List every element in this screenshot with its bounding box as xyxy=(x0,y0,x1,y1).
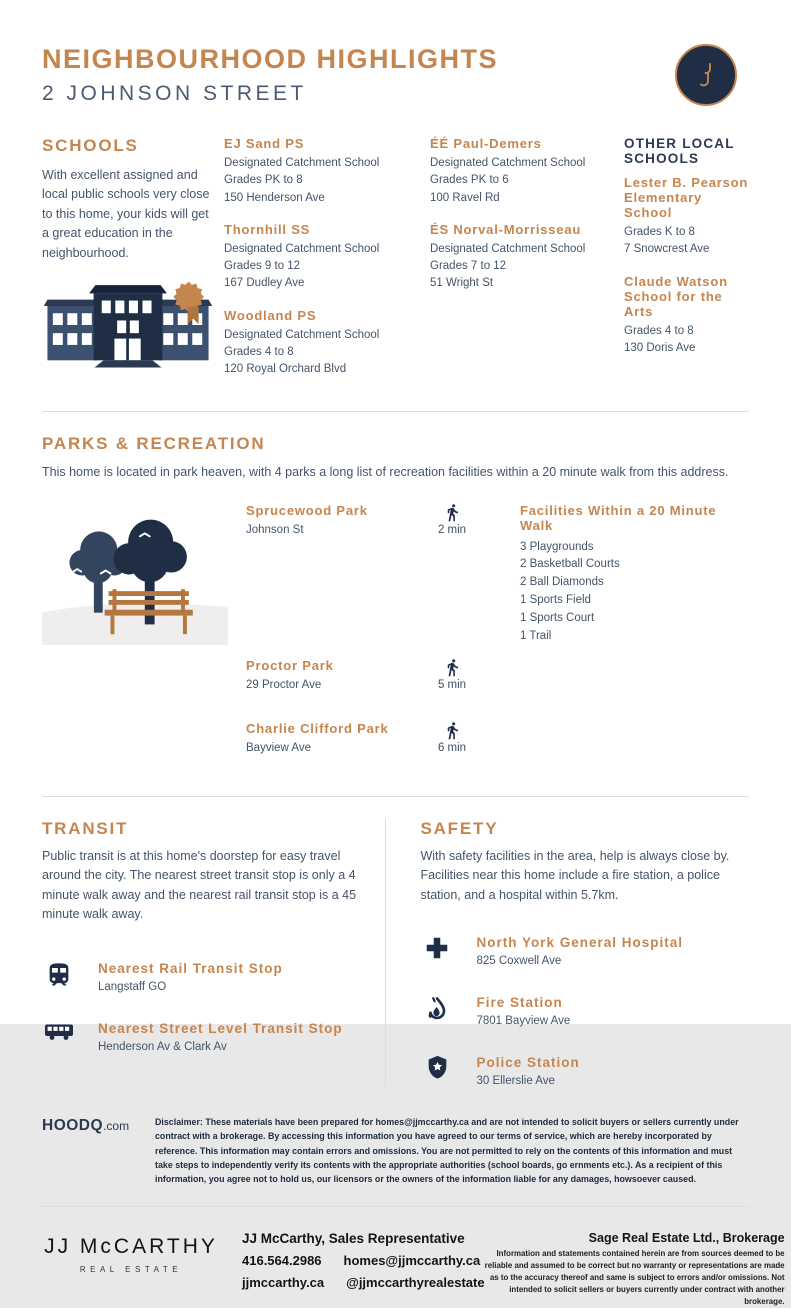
school-grades: Grades PK to 6 xyxy=(430,174,509,187)
park-entry xyxy=(246,658,418,694)
schools-column-1 xyxy=(224,136,416,393)
schools-intro: With excellent assigned and local public schools very close to this home, your kids will get a great education in the neighbourhood. xyxy=(42,168,210,260)
brokerage-name: Sage Real Estate Ltd., Brokerage xyxy=(588,1231,785,1246)
transit-item xyxy=(42,961,359,993)
agent-contact-line-2 xyxy=(242,1275,485,1290)
agent-social-handle[interactable]: @jjmccarthyrealestate xyxy=(346,1275,485,1291)
hoodq-brand-text: HOODQ xyxy=(42,1117,104,1135)
agent-email[interactable]: homes@jjmccarthy.ca xyxy=(343,1253,481,1269)
transit-item-text xyxy=(98,1021,343,1053)
bus-icon xyxy=(42,1021,76,1043)
other-schools-column xyxy=(624,136,749,393)
school-entry xyxy=(224,136,416,207)
school-building-illustration xyxy=(42,277,210,378)
park-name: Charlie Clifford Park xyxy=(246,720,389,736)
transit-column xyxy=(42,819,359,1087)
safety-item-detail: 7801 Bayview Ave xyxy=(476,1015,571,1028)
school-name: ÉÉ Paul-Demers xyxy=(430,136,542,151)
school-name: EJ Sand PS xyxy=(224,136,305,151)
facilities-list xyxy=(520,503,749,646)
walk-time-label: 2 min xyxy=(437,523,467,536)
parks-heading: PARKS & RECREATION xyxy=(42,434,266,454)
park-entry xyxy=(246,503,418,539)
agent-contact-block xyxy=(220,1231,485,1290)
facility-item: 2 Basketball Courts xyxy=(520,558,620,571)
walk-time-label: 6 min xyxy=(437,741,467,754)
school-grades: Grades 4 to 8 xyxy=(624,324,694,337)
facility-item: 2 Ball Diamonds xyxy=(520,576,604,589)
school-entry xyxy=(624,175,749,259)
school-address: 100 Ravel Rd xyxy=(430,191,500,204)
park-illustration xyxy=(42,503,238,650)
hoodq-disclaimer-text: Disclaimer: These materials have been prepared for homes@jjmccarthy.ca and are not intended to solicit buyers or sellers currently under contract with a brokerage. By accessing this information you have agreed to our terms of service, which are hereby incorporated by reference. This information may contain errors and omissions. You are not permitted to rely on the contents of this information and must take steps to independently verify its contents with the appropriate authorities (school boards, go ernments etc.). As a recipient of this information, you agree not to hold us, our licensors or the owners of the information liable for any damages, howsoever caused. xyxy=(155,1117,739,1185)
parks-intro: This home is located in park heaven, with 4 parks a long list of recreation facilities within a 20 minute walk from this address. xyxy=(42,465,729,480)
school-grades: Grades K to 8 xyxy=(624,226,695,238)
schools-section xyxy=(42,136,749,393)
schools-intro-column xyxy=(42,136,210,393)
facilities-heading: Facilities Within a 20 Minute Walk xyxy=(520,502,717,533)
facility-item: 3 Playgrounds xyxy=(520,540,594,553)
transit-heading: TRANSIT xyxy=(42,819,129,838)
transit-item-text xyxy=(98,961,283,993)
school-entry xyxy=(624,274,749,358)
walking-person-icon xyxy=(443,658,462,677)
school-address: 130 Doris Ave xyxy=(624,341,696,354)
walk-time xyxy=(426,503,478,536)
hoodq-brand-suffix: .com xyxy=(103,1119,130,1134)
safety-item xyxy=(420,935,749,967)
police-shield-icon xyxy=(420,1055,454,1083)
school-name: Thornhill SS xyxy=(224,221,311,237)
school-address: 51 Wright St xyxy=(430,277,494,290)
park-address: Johnson St xyxy=(246,523,304,536)
parks-grid xyxy=(42,503,749,772)
flame-icon xyxy=(420,995,454,1025)
safety-item-title: Fire Station xyxy=(476,995,563,1011)
school-entry xyxy=(430,222,610,293)
park-entry xyxy=(246,721,418,757)
footer xyxy=(42,1207,785,1307)
agent-name: JJ McCarthy, Sales Representative xyxy=(242,1231,465,1247)
safety-item xyxy=(420,1055,749,1087)
safety-intro: With safety facilities in the area, help is always close by. Facilities near this home include a fire station, a police station, and a hospital within 5.7km. xyxy=(420,849,730,902)
jj-mccarthy-logo-name: JJ McCARTHY xyxy=(44,1235,218,1259)
jj-mccarthy-logo xyxy=(42,1231,220,1274)
train-icon xyxy=(42,961,76,989)
school-name: ÉS Norval-Morrisseau xyxy=(430,221,582,237)
school-grades: Grades 4 to 8 xyxy=(224,345,294,358)
safety-item xyxy=(420,995,749,1027)
agent-contact-line-1 xyxy=(242,1253,485,1268)
brokerage-disclaimer: Information and statements contained herein are from sources deemed to be reliable and assumed to be correct but no warranty or representations are made as to the accuracy thereof and same is subject to errors and/or omissions. Not intended to solicit sellers or buyers currently under contract with another brokerage. xyxy=(484,1249,785,1306)
safety-item-title: Police Station xyxy=(476,1055,580,1071)
school-type: Designated Catchment School xyxy=(430,157,586,169)
school-entry xyxy=(224,222,416,293)
jj-monogram-logo-icon xyxy=(675,44,737,106)
school-grades: Grades 9 to 12 xyxy=(224,260,301,272)
park-name: Sprucewood Park xyxy=(246,502,368,518)
transit-item xyxy=(42,1021,359,1053)
school-grades: Grades 7 to 12 xyxy=(430,260,507,272)
hoodq-disclaimer-block xyxy=(42,1115,749,1186)
walking-person-icon xyxy=(443,503,462,522)
park-name: Proctor Park xyxy=(246,657,334,673)
column-divider xyxy=(385,819,386,1087)
park-address: 29 Proctor Ave xyxy=(246,678,322,691)
school-entry xyxy=(430,136,610,207)
transit-safety-section xyxy=(42,797,749,1101)
school-type: Designated Catchment School xyxy=(224,242,380,255)
transit-item-detail: Henderson Av & Clark Av xyxy=(98,1040,227,1053)
safety-column xyxy=(412,819,749,1087)
school-address: 150 Henderson Ave xyxy=(224,191,325,204)
school-grades: Grades PK to 8 xyxy=(224,174,303,187)
school-name: Claude Watson School for the Arts xyxy=(624,273,728,319)
safety-item-detail: 30 Ellerslie Ave xyxy=(476,1075,555,1088)
school-entry xyxy=(224,308,416,379)
agent-phone[interactable]: 416.564.2986 xyxy=(242,1253,322,1269)
school-name: Lester B. Pearson Elementary School xyxy=(624,175,749,220)
walking-person-icon xyxy=(443,721,462,740)
park-address: Bayview Ave xyxy=(246,741,311,754)
transit-item-title: Nearest Street Level Transit Stop xyxy=(98,1020,343,1036)
safety-heading: SAFETY xyxy=(420,819,499,838)
facility-item: 1 Sports Field xyxy=(520,594,591,607)
schools-column-2 xyxy=(430,136,610,393)
page-subtitle: 2 JOHNSON STREET xyxy=(42,82,307,105)
header xyxy=(42,0,749,106)
school-name: Woodland PS xyxy=(224,307,317,323)
walk-time-label: 5 min xyxy=(437,678,467,691)
jj-mccarthy-logo-sub: REAL ESTATE xyxy=(79,1265,183,1275)
brokerage-block xyxy=(485,1231,785,1307)
facility-item: 1 Sports Court xyxy=(520,611,595,624)
agent-website[interactable]: jjmccarthy.ca xyxy=(242,1275,325,1291)
school-address: 120 Royal Orchard Blvd xyxy=(224,363,347,375)
transit-item-detail: Langstaff GO xyxy=(98,980,167,993)
safety-item-detail: 825 Coxwell Ave xyxy=(476,955,562,968)
facility-item: 1 Trail xyxy=(520,629,552,642)
safety-item-text xyxy=(476,935,683,967)
transit-intro: Public transit is at this home's doorstep for easy travel around the city. The nearest street transit stop is only a 4 minute walk away and the nearest rail transit stop is a 45 minute walk away. xyxy=(42,849,357,922)
parks-section xyxy=(42,412,749,772)
schools-heading: SCHOOLS xyxy=(42,136,139,155)
page-title: NEIGHBOURHOOD HIGHLIGHTS xyxy=(42,44,499,74)
safety-item-text xyxy=(476,1055,579,1087)
walk-time xyxy=(426,721,478,754)
header-titles xyxy=(42,44,498,106)
other-schools-heading: OTHER LOCAL SCHOOLS xyxy=(624,136,735,166)
school-address: 7 Snowcrest Ave xyxy=(624,243,710,256)
school-type: Designated Catchment School xyxy=(224,157,380,169)
hoodq-logo[interactable] xyxy=(42,1115,137,1135)
hospital-cross-icon xyxy=(420,935,454,961)
school-address: 167 Dudley Ave xyxy=(224,277,305,290)
safety-item-text xyxy=(476,995,570,1027)
school-type: Designated Catchment School xyxy=(430,242,586,255)
school-type: Designated Catchment School xyxy=(224,328,380,341)
walk-time xyxy=(426,658,478,691)
transit-item-title: Nearest Rail Transit Stop xyxy=(98,960,283,976)
safety-item-title: North York General Hospital xyxy=(476,935,684,951)
